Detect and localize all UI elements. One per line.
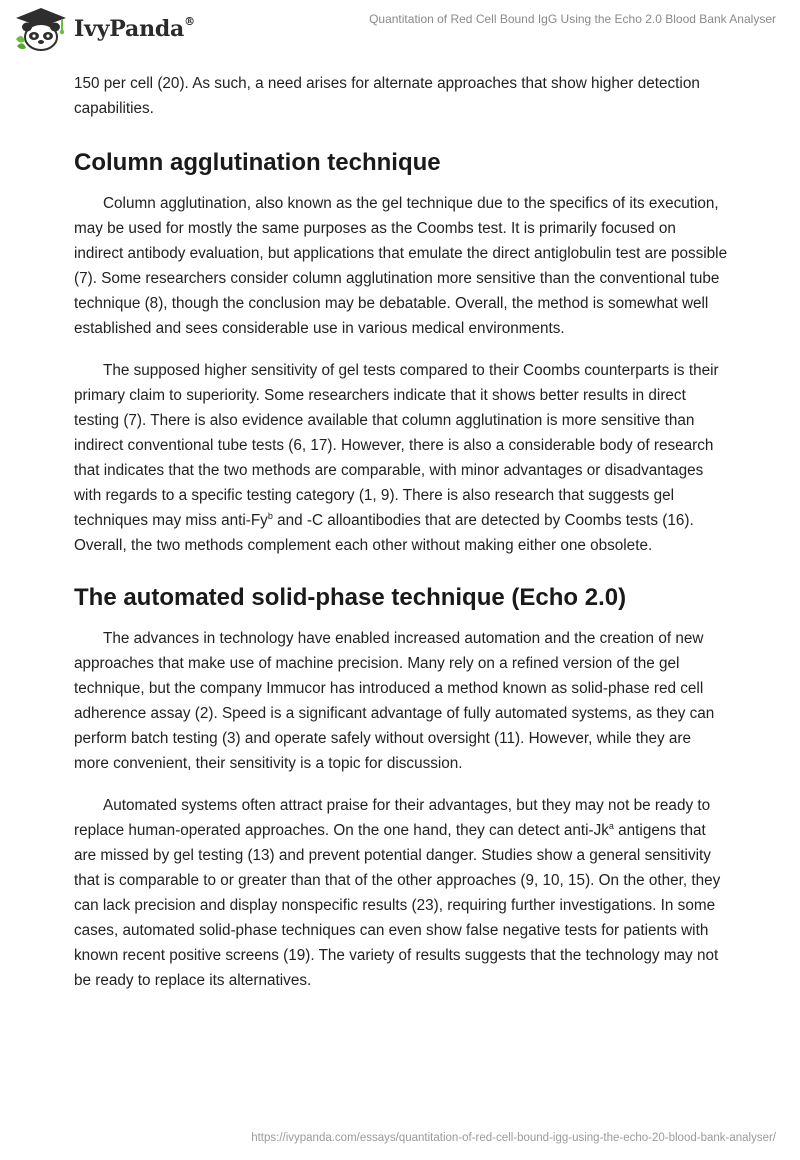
section-heading-automated-solid-phase: The automated solid-phase technique (Echo 2.0) xyxy=(74,584,627,611)
essay-content xyxy=(74,71,729,993)
registered-mark: ® xyxy=(184,14,195,28)
paragraph-continuation: 150 per cell (20). As such, a need arises for alternate approaches that show higher detection capabilities. xyxy=(74,75,700,117)
document-title: Quantitation of Red Cell Bound IgG Using the Echo 2.0 Blood Bank Analyser xyxy=(369,12,776,26)
logo-wordmark: IvyPanda® xyxy=(74,14,195,42)
ivypanda-logo[interactable] xyxy=(14,6,195,52)
paragraph-automation-advances: The advances in technology have enabled increased automation and the creation of new approaches that make use of machine precision. Many rely on a refined version of the gel technique, but the company Immucor has introduced a method known as solid-phase red cell adherence assay (2). Speed is a significant advantage of fully automated systems, as they can perform batch testing (3) and operate safely without oversight (11). However, while they are more convenient, their sensitivity is a topic for discussion. xyxy=(74,630,715,772)
panda-graduate-icon xyxy=(14,6,68,52)
source-url[interactable]: https://ivypanda.com/essays/quantitation-of-red-cell-bound-igg-using-the-echo-20-blood-bank-analyser/ xyxy=(251,1132,776,1144)
superscript-b: b xyxy=(267,511,273,521)
paragraph-automated-systems-evaluation: Automated systems often attract praise for their advantages, but they may not be ready to replace human-operated approaches. On the one hand, they can detect anti-Jk$^a$ antigens that are missed by gel testing (13) and prevent potential danger. Studies show a general sensitivity that is comparable to or greater than that of the other approaches (9, 10, 15). On the other, they can lack precision and display nonspecific results (23), requiring further investigations. In some cases, automated solid-phase techniques can even show false negative tests for patients with known recent positive screens (19). The variety of results suggests that the technology may not be ready to replace its alternatives. xyxy=(74,797,721,989)
paragraph-column-agglutination-intro: Column agglutination, also known as the gel technique due to the specifics of its execution, may be used for mostly the same purposes as the Coombs test. It is primarily focused on indirect antibody evaluation, but applications that emulate the direct antiglobulin test are possible (7). Some researchers consider column agglutination more sensitive than the conventional tube technique (8), though the conclusion may be debatable. Overall, the method is somewhat well established and sees considerable use in various medical environments. xyxy=(74,195,728,337)
superscript-a: a xyxy=(608,821,614,831)
page-header xyxy=(0,0,800,66)
paragraph-gel-sensitivity: The supposed higher sensitivity of gel tests compared to their Coombs counterparts is their primary claim to superiority. Some researchers indicate that it shows better results in direct testing (7). There is also evidence available that column agglutination is more sensitive than indirect conventional tube tests (6, 17). However, there is also a considerable body of research that indicates that the two methods are comparable, with minor advantages or disadvantages with regards to a specific testing category (1, 9). There is also research that suggests gel techniques may miss anti-Fy$^b$ and -C alloantibodies that are detected by Coombs tests (16). Overall, the two methods complement each other without making either one obsolete. xyxy=(74,362,719,554)
section-heading-column-agglutination: Column agglutination technique xyxy=(74,149,441,176)
